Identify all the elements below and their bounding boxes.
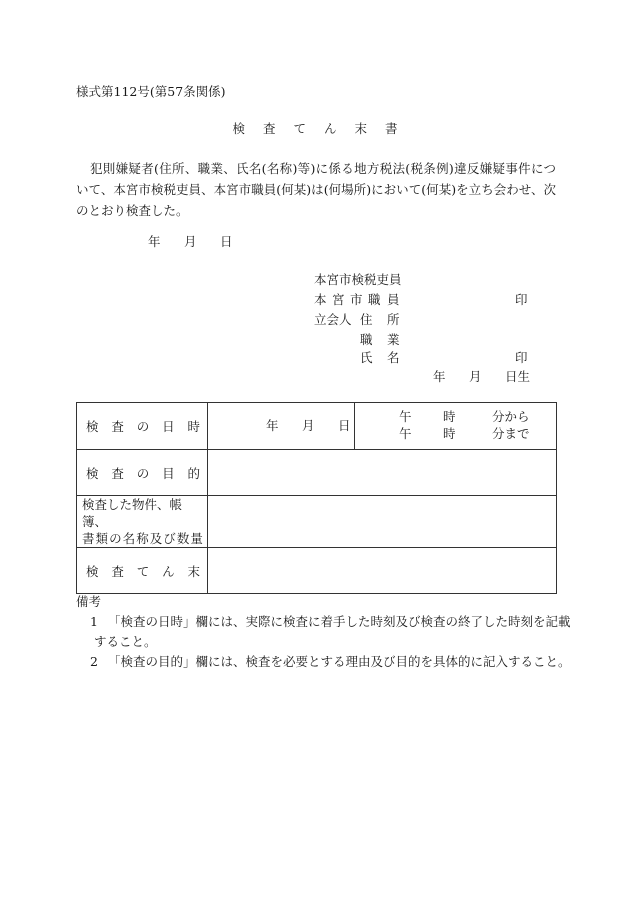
birth-month: 月 [469, 369, 482, 384]
day-char: 日 [338, 418, 351, 433]
label-char: て [136, 563, 150, 579]
date-subcell[interactable] [208, 403, 355, 449]
label-line: 検査した物件、帳簿、 [82, 497, 183, 529]
label-char: 的 [187, 465, 200, 481]
label-char: 書 [82, 531, 95, 546]
staff-char: 本 [314, 292, 327, 307]
title-char: 書 [385, 121, 398, 136]
note-text: すること。 [94, 634, 157, 649]
label-char: 査 [111, 465, 124, 481]
purpose-value[interactable] [208, 450, 557, 496]
address-char: 住 [360, 312, 373, 327]
label-char: 類 [95, 531, 109, 546]
result-label [77, 548, 208, 594]
table-row [77, 450, 557, 496]
label-char: 名 [122, 531, 136, 546]
title-char: 検 [232, 121, 245, 136]
label-char: の [109, 531, 122, 546]
label-char: 及 [149, 531, 163, 546]
title-char: 末 [354, 121, 368, 136]
date-year: 年 [148, 234, 161, 249]
result-value[interactable] [208, 548, 557, 594]
datetime-label [77, 403, 208, 450]
label-char: 査 [111, 419, 124, 434]
label-char: 検 [86, 419, 99, 434]
year-char: 年 [266, 418, 279, 433]
label-char: 数 [176, 531, 190, 546]
table-row [77, 403, 557, 450]
note-text: 「検査の目的」欄には、検査を必要とする理由及び目的を具体的に記入すること。 [108, 654, 571, 669]
label-char: 検 [86, 465, 99, 481]
seal-mark: 印 [515, 292, 528, 307]
note-text: 「検査の日時」欄には、実際に検査に着手した時刻及び検査の終了した時刻を記載 [108, 614, 571, 629]
staff-char: 宮 [332, 292, 345, 307]
name-char: 氏 [360, 350, 373, 365]
to-text: 分まで [492, 426, 530, 441]
am-char: 午 [399, 426, 412, 441]
label-char: 称 [136, 531, 149, 546]
label-char: 日 [162, 419, 175, 434]
title-char: て [293, 121, 306, 136]
label-char: 検 [86, 563, 99, 579]
date-day: 日 [220, 234, 233, 249]
items-value[interactable] [208, 496, 557, 548]
hour-char: 時 [443, 409, 456, 424]
time-subcell[interactable] [355, 403, 556, 449]
occupation-char: 職 [360, 332, 373, 347]
label-char: 末 [187, 563, 200, 579]
table-row [77, 496, 557, 548]
date-month: 月 [184, 234, 197, 249]
birth-day: 日生 [505, 369, 531, 384]
witness-label: 立会人 [314, 312, 352, 327]
label-char: ん [162, 563, 175, 579]
items-label [77, 496, 208, 548]
staff-char: 市 [350, 292, 363, 307]
name-char: 名 [387, 350, 400, 365]
birth-year: 年 [433, 369, 446, 384]
from-text: 分から [492, 409, 530, 424]
form-number: 様式第112号(第57条関係) [76, 84, 226, 99]
label-char: 時 [187, 419, 200, 434]
hour-char: 時 [443, 426, 456, 441]
seal-mark: 印 [515, 350, 528, 365]
title-char: ん [324, 121, 337, 136]
label-char: の [136, 419, 150, 434]
body-paragraph: 犯則嫌疑者(住所、職業、氏名(名称)等)に係る地方税法(税条例)違反嫌疑事件について、本宮市検税吏員、本宮市職員(何某)は(何場所)において(何某)を立ち会わせ、次のとおり検査した。 [76, 161, 556, 218]
datetime-value[interactable] [208, 403, 557, 450]
month-char: 月 [302, 418, 315, 433]
label-char: 査 [111, 563, 124, 579]
note-number: 2 [90, 654, 98, 669]
inspection-table [76, 402, 557, 594]
staff-char: 員 [387, 292, 400, 307]
title-char: 査 [262, 121, 276, 136]
occupation-char: 業 [387, 332, 400, 347]
official-title: 本宮市検税吏員 [314, 272, 402, 287]
purpose-label [77, 450, 208, 496]
document-title [0, 123, 630, 136]
label-char: び [163, 531, 176, 546]
am-char: 午 [399, 409, 412, 424]
label-char: の [136, 465, 150, 481]
table-row [77, 548, 557, 594]
label-char: 目 [162, 465, 175, 481]
label-char: 量 [190, 531, 203, 546]
notes-heading: 備考 [76, 594, 102, 609]
note-number: 1 [90, 614, 98, 629]
staff-char: 職 [368, 292, 381, 307]
address-char: 所 [387, 312, 400, 327]
